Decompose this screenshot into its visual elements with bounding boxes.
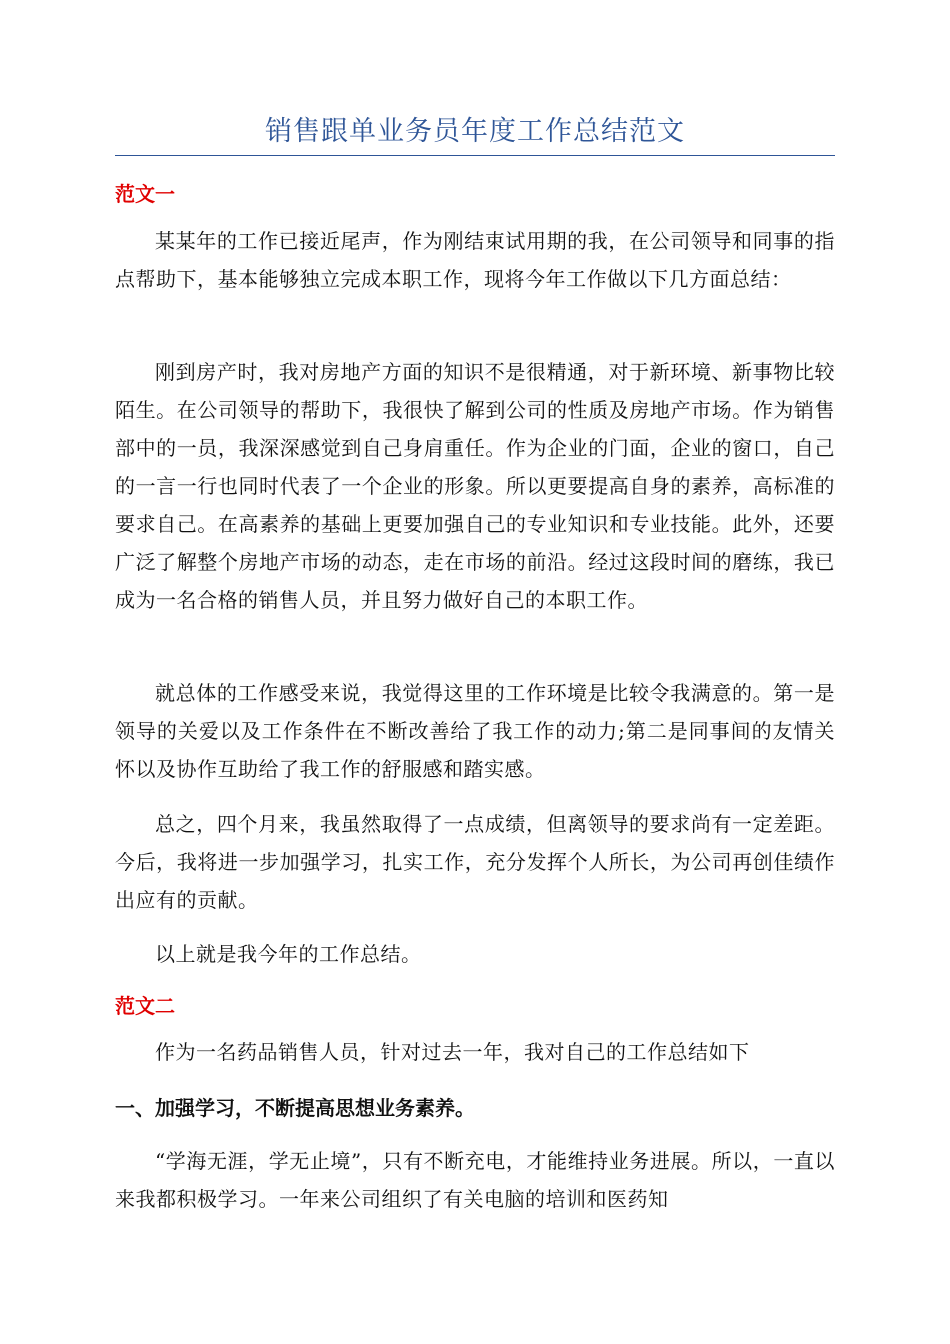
- subheading: 一、加强学习，不断提高思想业务素养。: [115, 1096, 475, 1120]
- title-underline: [115, 155, 835, 156]
- paragraph: 总之，四个月来，我虽然取得了一点成绩，但离领导的要求尚有一定差距。今后，我将进一步加强学习，扎实工作，充分发挥个人所长，为公司再创佳绩作出应有的贡献。: [115, 812, 835, 912]
- paragraph: 刚到房产时，我对房地产方面的知识不是很精通，对于新环境、新事物比较陌生。在公司领导的帮助下，我很快了解到公司的性质及房地产市场。作为销售部中的一员，我深深感觉到自己身肩重任。作为企业的门面，企业的窗口，自己的一言一行也同时代表了一个企业的形象。所以更要提高自身的素养，高标准的要求自己。在高素养的基础上更要加强自己的专业知识和专业技能。此外，还要广泛了解整个房地产市场的动态，走在市场的前沿。经过这段时间的磨练，我已成为一名合格的销售人员，并且努力做好自己的本职工作。: [115, 360, 835, 612]
- paragraph: 以上就是我今年的工作总结。: [155, 942, 422, 966]
- paragraph: “学海无涯，学无止境”，只有不断充电，才能维持业务进展。所以，一直以来我都积极学习。一年来公司组织了有关电脑的培训和医药知: [115, 1149, 835, 1211]
- paragraph: 就总体的工作感受来说，我觉得这里的工作环境是比较令我满意的。第一是领导的关爱以及工作条件在不断改善给了我工作的动力;第二是同事间的友情关怀以及协作互助给了我工作的舒服感和踏实感。: [115, 681, 835, 781]
- paragraph: 作为一名药品销售人员，针对过去一年，我对自己的工作总结如下: [155, 1040, 750, 1064]
- document-title: 销售跟单业务员年度工作总结范文: [265, 116, 685, 147]
- section-heading-1: 范文一: [115, 182, 175, 206]
- paragraph: 某某年的工作已接近尾声，作为刚结束试用期的我，在公司领导和同事的指点帮助下，基本能够独立完成本职工作，现将今年工作做以下几方面总结：: [115, 229, 835, 291]
- section-heading-2: 范文二: [115, 994, 175, 1018]
